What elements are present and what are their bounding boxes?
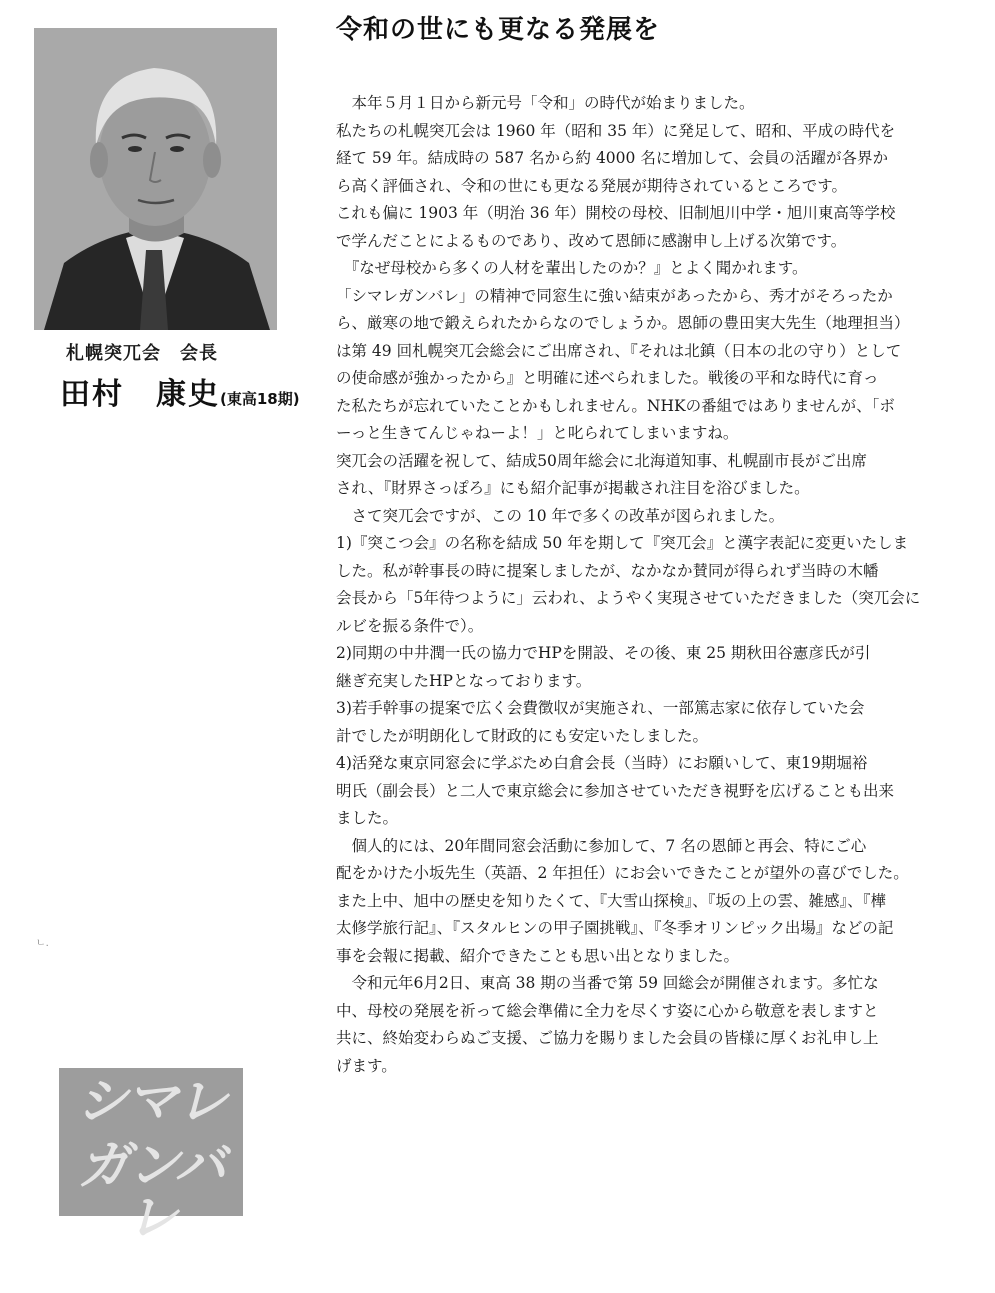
body-line: げます。 (336, 1056, 397, 1075)
body-line: 太修学旅行記』、『スタルヒンの甲子園挑戦』、『冬季オリンピック出場』などの記 (336, 919, 894, 937)
body-line: ルビを振る条件で）。 (336, 616, 484, 635)
author-name: 田村 康史 (60, 377, 220, 412)
body-line: ら、厳寒の地で鍛えられたからなのでしょうか。恩師の豊田実大先生（地理担当） (336, 314, 910, 332)
body-line: ーっと生きてんじゃねーよ！」と叱られてしまいますね。 (336, 424, 739, 442)
body-line: 会長から「5年待つように」云われ、ようやく実現させていただきました（突兀会に (336, 589, 921, 607)
body-line: また上中、旭中の歴史を知りたくて、『大雪山探検』、『坂の上の雲、雑感』、『樺 (336, 891, 886, 910)
body-line: 2)同期の中井潤一氏の協力でHPを開設、その後、東 25 期秋田谷憲彦氏が引 (336, 644, 871, 662)
body-line: した。私が幹事長の時に提案しましたが、なかなか賛同が得られず当時の木幡 (336, 561, 879, 580)
body-line: 「シマレガンバレ」の精神で同窓生に強い結束があったから、秀才がそろったか (336, 286, 893, 305)
body-line: 1)『突こつ会』の名称を結成 50 年を期して『突兀会』と漢字表記に変更いたしま (336, 534, 909, 552)
body-line: 中、母校の発展を祈って総会準備に全力を尽くす姿に心から敬意を表しますと (336, 1001, 879, 1020)
body-line: 突兀会の活躍を祝して、結成50周年総会に北海道知事、札幌副市長がご出席 (336, 451, 867, 470)
body-line: ら高く評価され、令和の世にも更なる発展が期待されているところです。 (336, 176, 848, 195)
body-line: 本年５月１日から新元号「令和」の時代が始まりました。 (336, 94, 755, 112)
author-org: 札幌突兀会 会長 (66, 343, 218, 364)
body-line: 個人的には、20年間同窓会活動に参加して、7 名の恩師と再会、特にご心 (336, 836, 867, 855)
body-line: ました。 (336, 809, 399, 827)
body-line: 計でしたが明朗化して財政的にも安定いたしました。 (336, 726, 709, 745)
body-line: 令和元年6月2日、東高 38 期の当番で第 59 回総会が開催されます。多忙な (336, 974, 879, 992)
body-line: これも偏に 1903 年（明治 36 年）開校の母校、旧制旭川中学・旭川東高等学校 (336, 204, 896, 222)
scan-speck: ㄴ. (36, 938, 49, 949)
body-line: され、『財界さっぽろ』にも紹介記事が掲載され注目を浴びました。 (336, 479, 810, 497)
body-line: 明氏（副会長）と二人で東京総会に参加させていただき視野を広げることも出来 (336, 781, 895, 800)
body-line: 私たちの札幌突兀会は 1960 年（昭和 35 年）に発足して、昭和、平成の時代を (336, 121, 896, 140)
body-line: 経て 59 年。結成時の 587 名から約 4000 名に増加して、会員の活躍が各界か (336, 149, 889, 167)
body-line: 3)若手幹事の提案で広く会費徴収が実施され、一部篤志家に依存していた会 (336, 699, 865, 717)
body-line: は第 49 回札幌突兀会総会にご出席され、『それは北鎮（日本の北の守り）として (336, 341, 902, 360)
body-line: で学んだことによるものであり、改めて恩師に感謝申し上げる次第です。 (336, 231, 847, 250)
body-line: 事を会報に掲載、紹介できたことも思い出となりました。 (336, 946, 740, 965)
body-line: 4)活発な東京同窓会に学ぶため白倉会長（当時）にお願いして、東19期堀裕 (336, 754, 868, 772)
author-name-block (60, 369, 300, 413)
body-line: 『なぜ母校から多くの人材を輩出したのか？』とよく聞かれます。 (336, 259, 808, 277)
shimare-ganbare-logo (59, 1068, 243, 1248)
body-line: 配をかけた小坂先生（英語、2 年担任）にお会いできたことが望外の喜びでした。 (336, 864, 909, 882)
body-line: の使命感が強かったから』と明確に述べられました。戦後の平和な時代に育っ (336, 369, 879, 387)
logo-line-1: シマレ (75, 1072, 226, 1132)
article-title: 令和の世にも更なる発展を (336, 15, 661, 45)
body-line: た私たちが忘れていたことかもしれません。NHKの番組ではありませんが、「ボ (336, 396, 895, 415)
body-line: さて突兀会ですが、この 10 年で多くの改革が図られました。 (336, 506, 785, 525)
body-line: 共に、終始変わらぬご支援、ご協力を賜りました会員の皆様に厚くお礼申し上 (336, 1029, 879, 1047)
body-line: 継ぎ充実したHPとなっております。 (336, 671, 592, 690)
logo-line-2: ガンバレ (77, 1136, 225, 1248)
article-body (336, 90, 976, 1080)
author-portrait (34, 28, 277, 330)
author-generation: (東高18期) (220, 390, 300, 408)
